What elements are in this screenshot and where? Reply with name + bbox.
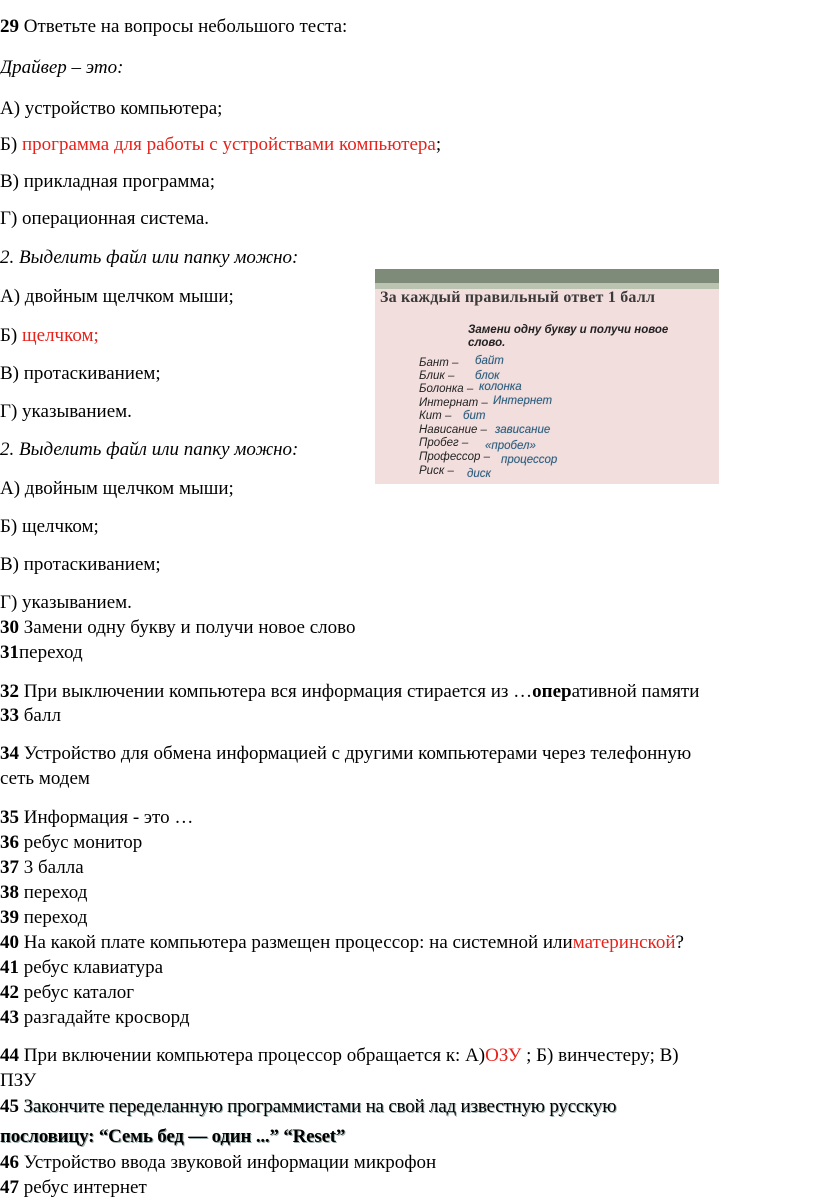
slide-word: Блик – [419,370,455,382]
slide-answer: бит [463,410,486,422]
slide-top-bar [375,269,719,283]
question-number: 29 [0,16,19,37]
question-38: 38 переход [0,882,88,903]
question-32: 32 При выключении компьютера вся информация стирается из …оперативной памяти [0,681,700,702]
question-35: 35 Информация - это … [0,807,194,828]
question-37: 37 3 балла [0,857,84,878]
question-42: 42 ребус каталог [0,982,135,1003]
slide-answer: блок [475,370,500,382]
slide-answer: Интернет [493,395,553,407]
question-43: 43 разгадайте кросворд [0,1007,190,1028]
slide-word: Пробег – [419,437,469,449]
slide-answer: зависание [495,424,551,436]
question-47: 47 ребус интернет [0,1177,147,1198]
question-heading: 2. Выделить файл или папку можно: [0,439,299,460]
option-a: А) устройство компьютера; [0,98,223,119]
slide-answer: процессор [501,454,558,466]
slide-answer: «пробел» [485,440,536,452]
option-c: В) прикладная программа; [0,171,216,192]
slide-word: Интернат – [419,397,488,409]
slide-word: Риск – [419,465,454,477]
question-44: 44 При включении компьютера процессор обращается к: А)ОЗУ ; Б) винчестеру; В) [0,1045,679,1066]
question-heading: 2. Выделить файл или папку можно: [0,247,299,268]
question-40: 40 На какой плате компьютера размещен процессор: на системной илиматеринской? [0,932,684,953]
slide-word: Болонка – [419,383,474,395]
question-29: 29 Ответьте на вопросы небольшого теста: [0,16,348,37]
option-d: Г) указыванием. [0,592,132,613]
slide-answer: диск [467,468,491,480]
question-41: 41 ребус клавиатура [0,957,164,978]
question-34: 34 Устройство для обмена информацией с другими компьютерами через телефонную [0,743,692,764]
question-33: 33 балл [0,705,61,726]
slide-word: Нависание – [419,424,487,436]
option-a: А) двойным щелчком мыши; [0,478,234,499]
slide-subtitle: Замени одну букву и получи новое слово. [468,324,669,349]
slide-answer: колонка [479,381,522,393]
question-39: 39 переход [0,907,88,928]
option-b: Б) щелчком; [0,516,99,537]
question-31: 31переход [0,642,83,663]
question-45: 45 Закончите переделанную программистами на свой лад известную русскую [0,1096,617,1117]
question-heading: Драйвер – это: [0,57,124,78]
option-a: А) двойным щелчком мыши; [0,286,234,307]
slide-word: Профессор – [419,451,491,463]
question-46: 46 Устройство ввода звуковой информации микрофон [0,1152,437,1173]
question-45-cont: пословицу: “Семь бед — один ...” “Reset” [0,1126,346,1147]
option-b-answer: Б) программа для работы с устройствами компьютера; [0,134,442,155]
question-36: 36 ребус монитор [0,832,143,853]
question-30: 30 Замени одну букву и получи новое слово [0,617,356,638]
option-d: Г) указыванием. [0,401,132,422]
option-b-answer: Б) щелчком; [0,325,99,346]
slide-word: Кит – [419,410,452,422]
slide-answer: байт [475,355,504,367]
slide-word: Бант – [419,357,459,369]
option-d: Г) операционная система. [0,208,210,229]
slide-image [375,269,719,484]
question-34-cont: сеть модем [0,768,90,789]
option-c: В) протаскиванием; [0,554,161,575]
option-c: В) протаскиванием; [0,363,161,384]
slide-title: За каждый правильный ответ 1 балл [380,289,656,306]
question-44-cont: ПЗУ [0,1070,37,1091]
